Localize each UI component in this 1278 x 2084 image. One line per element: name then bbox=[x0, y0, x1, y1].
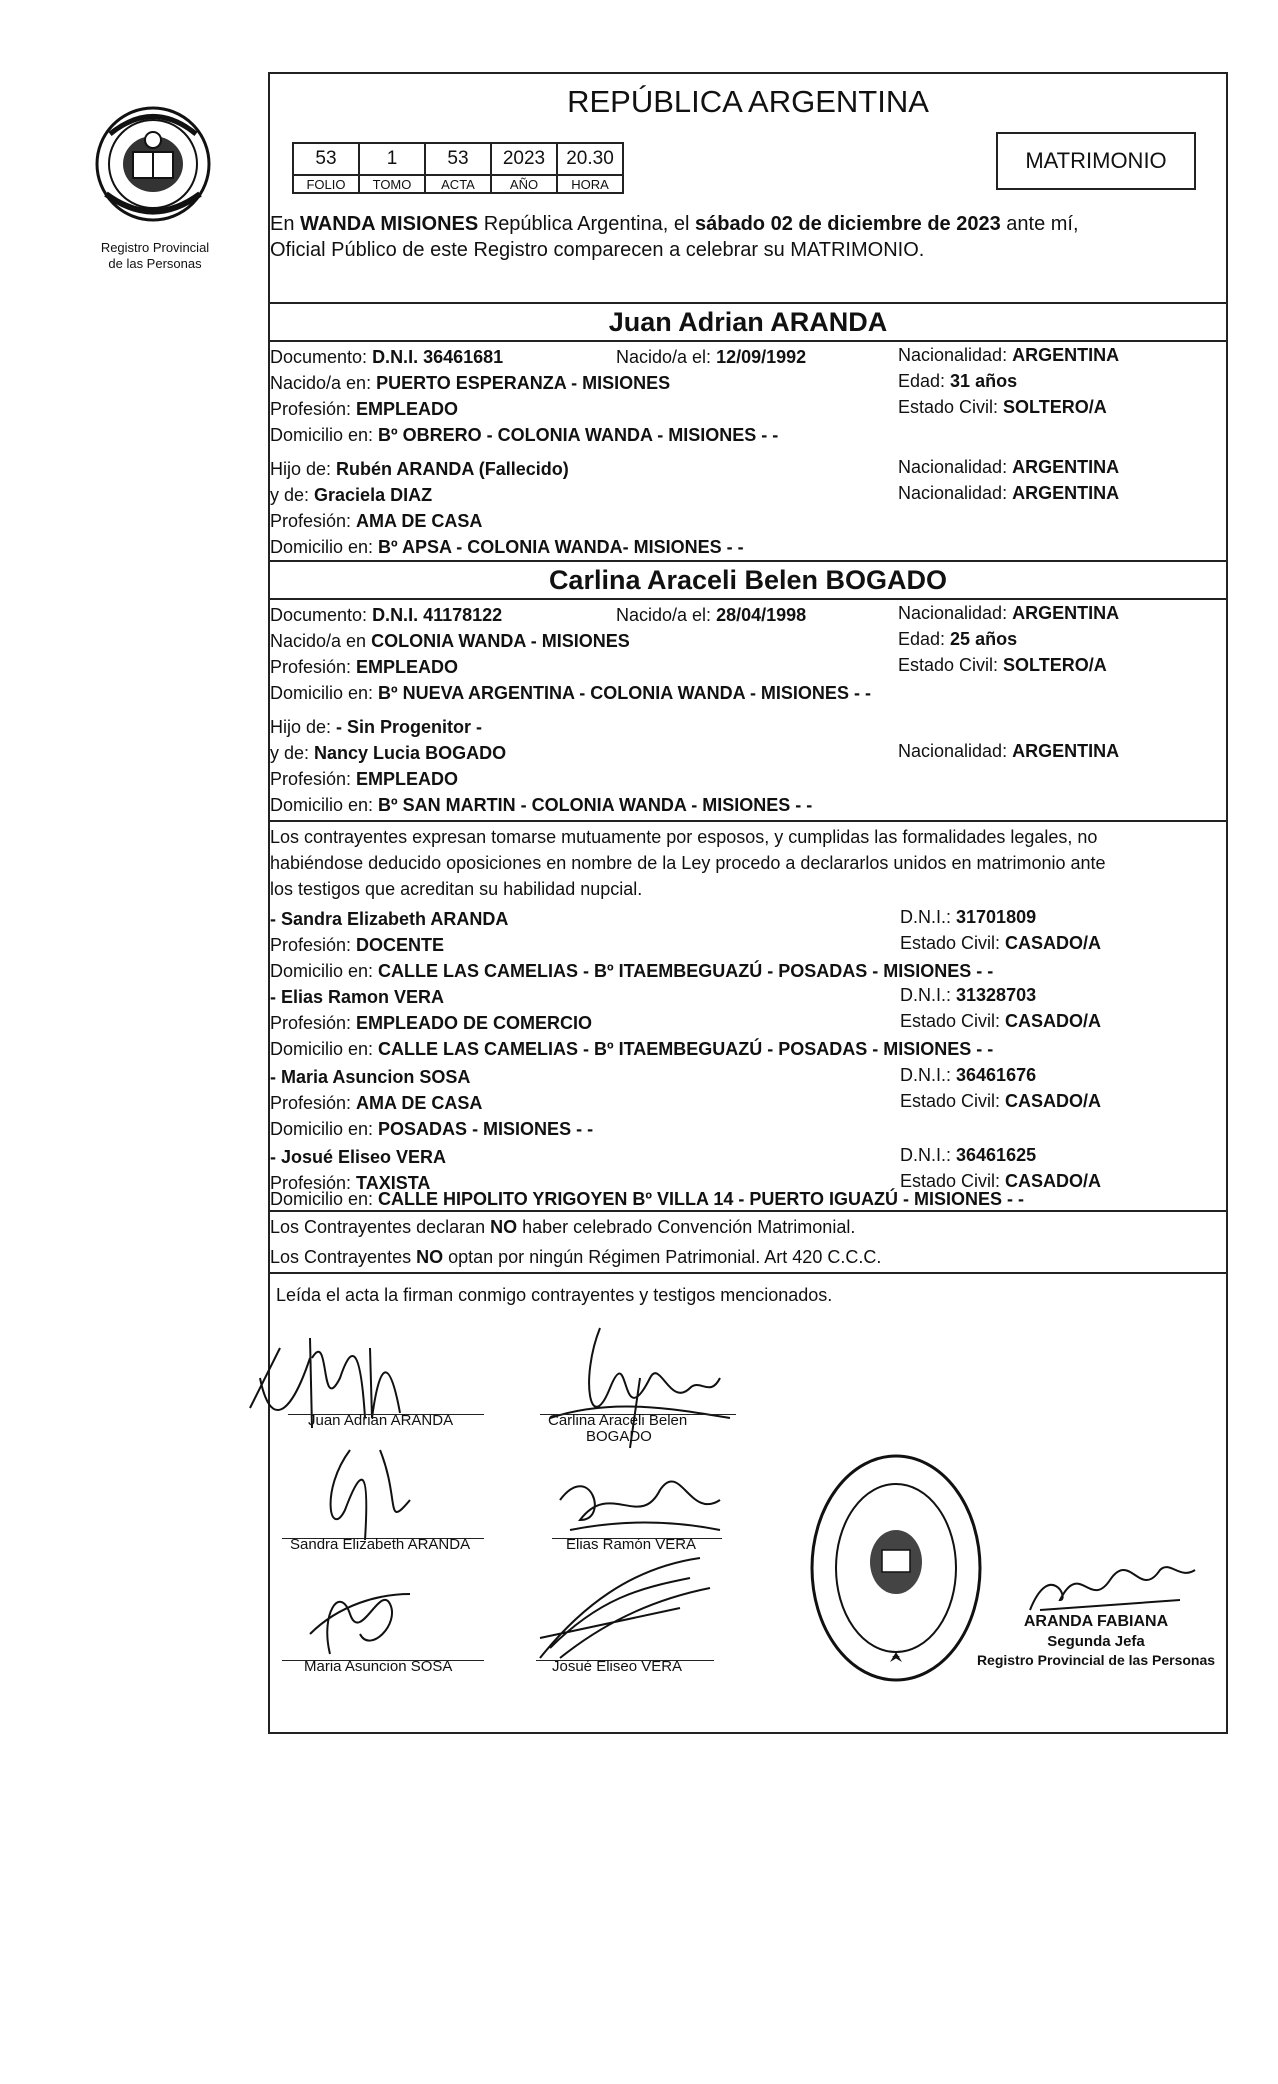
field-value: Rubén ARANDA (Fallecido) bbox=[336, 459, 569, 479]
field-value: Bº APSA - COLONIA WANDA- MISIONES - - bbox=[378, 537, 744, 557]
field-value: AMA DE CASA bbox=[356, 511, 483, 531]
field-label: Estado Civil: bbox=[900, 1091, 1006, 1111]
spouse2-father bbox=[270, 714, 482, 740]
signature-witness4-icon bbox=[520, 1548, 720, 1668]
witness-3-civil-status bbox=[900, 1088, 1101, 1114]
intro-text: En bbox=[270, 213, 301, 235]
signature-label-witness4: Josué Eliseo VERA bbox=[552, 1658, 683, 1675]
field-label: Profesión: bbox=[270, 1173, 357, 1193]
field-value: COLONIA WANDA - MISIONES bbox=[371, 631, 630, 651]
field-label: Profesión: bbox=[270, 657, 357, 677]
signature-label-spouse2-line2: BOGADO bbox=[586, 1428, 652, 1445]
field-value: - Sin Progenitor - bbox=[336, 717, 483, 737]
witness-3-address bbox=[270, 1116, 593, 1142]
field-label: y de: bbox=[270, 743, 315, 763]
field-label: D.N.I.: bbox=[900, 1145, 957, 1165]
spouse1-name: Juan Adrian ARANDA bbox=[608, 307, 888, 337]
field-label: Nacionalidad: bbox=[898, 345, 1013, 365]
witness-2-profession bbox=[270, 1010, 592, 1036]
convention-no: NO bbox=[416, 1247, 444, 1267]
field-value: 36461625 bbox=[956, 1145, 1037, 1165]
field-label: Estado Civil: bbox=[898, 655, 1004, 675]
field-label: Profesión: bbox=[270, 399, 357, 419]
witness-4-address bbox=[270, 1186, 1024, 1212]
closing-statement: Leída el acta la firman conmigo contrayentes y testigos mencionados. bbox=[276, 1285, 833, 1305]
field-value: POSADAS - MISIONES - - bbox=[378, 1119, 594, 1139]
field-value: CASADO/A bbox=[1005, 1091, 1102, 1111]
field-label: Domicilio en: bbox=[270, 795, 379, 815]
field-value: 36461676 bbox=[956, 1065, 1037, 1085]
field-value: CASADO/A bbox=[1005, 933, 1102, 953]
field-label: y de: bbox=[270, 485, 315, 505]
convention-line-2 bbox=[270, 1244, 881, 1270]
field-label: Edad: bbox=[898, 371, 951, 391]
signature-label-witness1: Sandra Elizabeth ARANDA bbox=[290, 1536, 471, 1553]
provincial-seal-icon bbox=[92, 104, 214, 224]
spouse1-mother bbox=[270, 482, 432, 508]
field-label: Documento: bbox=[270, 605, 373, 625]
field-value: EMPLEADO DE COMERCIO bbox=[356, 1013, 593, 1033]
field-value: Nancy Lucia BOGADO bbox=[314, 743, 507, 763]
field-value: SOLTERO/A bbox=[1003, 397, 1107, 417]
field-value: ARGENTINA bbox=[1012, 603, 1120, 623]
field-label: Estado Civil: bbox=[900, 1171, 1006, 1191]
field-value: CALLE HIPOLITO YRIGOYEN Bº VILLA 14 - PUERTO IGUAZÚ - MISIONES - - bbox=[378, 1189, 1025, 1209]
spouse2-nationality bbox=[898, 600, 1119, 626]
field-value: ARGENTINA bbox=[1012, 483, 1120, 503]
witness-1-name: - Sandra Elizabeth ARANDA bbox=[270, 909, 509, 929]
logo-caption-line2: de las Personas bbox=[108, 256, 202, 271]
field-value: ARGENTINA bbox=[1012, 457, 1120, 477]
convention-text: optan por ningún Régimen Patrimonial. Art 420 C.C.C. bbox=[443, 1247, 882, 1267]
field-label: Domicilio en: bbox=[270, 1039, 379, 1059]
field-label: Hijo de: bbox=[270, 459, 337, 479]
convention-no: NO bbox=[490, 1217, 518, 1237]
signature-label-spouse1: Juan Adrian ARANDA bbox=[308, 1412, 454, 1429]
spouse1-address bbox=[270, 422, 778, 448]
field-label: Domicilio en: bbox=[270, 1189, 379, 1209]
field-label: Estado Civil: bbox=[898, 397, 1004, 417]
field-label: Estado Civil: bbox=[900, 1011, 1006, 1031]
field-label: Nacionalidad: bbox=[898, 741, 1013, 761]
signature-witness1-icon bbox=[290, 1440, 450, 1550]
hora-value: 20.30 bbox=[557, 143, 623, 175]
spouse1-profession bbox=[270, 396, 458, 422]
declaration-line-3: los testigos que acreditan su habilidad nupcial. bbox=[270, 879, 643, 899]
field-label: D.N.I.: bbox=[900, 907, 957, 927]
spouse2-civil-status bbox=[898, 652, 1107, 678]
divider bbox=[268, 1272, 1228, 1274]
field-label: Profesión: bbox=[270, 511, 357, 531]
field-label: Documento: bbox=[270, 347, 373, 367]
spouse1-father bbox=[270, 456, 569, 482]
field-label: Domicilio en: bbox=[270, 683, 379, 703]
witness-4-name: - Josué Eliseo VERA bbox=[270, 1147, 447, 1167]
official-name: ARANDA FABIANA bbox=[1023, 1613, 1169, 1630]
witness-3-profession bbox=[270, 1090, 482, 1116]
spouse1-document bbox=[270, 344, 503, 370]
logo-caption-line1: Registro Provincial bbox=[100, 240, 210, 255]
witness-1-profession bbox=[270, 932, 444, 958]
field-value: CALLE LAS CAMELIAS - Bº ITAEMBEGUAZÚ - POSADAS - MISIONES - - bbox=[378, 961, 994, 981]
field-label: Nacionalidad: bbox=[898, 483, 1013, 503]
acta-value: 53 bbox=[425, 143, 491, 175]
spouse1-civil-status bbox=[898, 394, 1107, 420]
spouse2-mother-nationality bbox=[898, 738, 1119, 764]
declaration-line-2: habiéndose deducido oposiciones en nombre de la Ley procedo a declararlos unidos en matrimonio ante bbox=[270, 853, 1106, 873]
spouse2-name: Carlina Araceli Belen BOGADO bbox=[548, 565, 948, 595]
witness-2-civil-status bbox=[900, 1008, 1101, 1034]
official-office: Registro Provincial de las Personas bbox=[976, 1652, 1216, 1668]
field-label: Nacionalidad: bbox=[898, 603, 1013, 623]
convention-text: haber celebrado Convención Matrimonial. bbox=[517, 1217, 856, 1237]
hora-label: HORA bbox=[557, 175, 623, 193]
folio-label: FOLIO bbox=[293, 175, 359, 193]
intro-line-1 bbox=[270, 210, 1079, 238]
logo-caption bbox=[70, 240, 240, 272]
witness-3-name: - Maria Asuncion SOSA bbox=[270, 1067, 471, 1087]
field-value: 31328703 bbox=[956, 985, 1037, 1005]
field-value: EMPLEADO bbox=[356, 399, 459, 419]
spouse1-age bbox=[898, 368, 1017, 394]
field-label: Profesión: bbox=[270, 1093, 357, 1113]
spouse1-nationality bbox=[898, 342, 1119, 368]
spouse2-born-date bbox=[616, 602, 806, 628]
field-value: EMPLEADO bbox=[356, 657, 459, 677]
field-value: CASADO/A bbox=[1005, 1171, 1102, 1191]
field-value: EMPLEADO bbox=[356, 769, 459, 789]
intro-date: sábado 02 de diciembre de 2023 bbox=[695, 213, 1001, 235]
field-value: 31 años bbox=[950, 371, 1018, 391]
field-value: D.N.I. 41178122 bbox=[372, 605, 503, 625]
witness-2-dni bbox=[900, 982, 1036, 1008]
witness-3-dni bbox=[900, 1062, 1036, 1088]
field-value: Bº NUEVA ARGENTINA - COLONIA WANDA - MISIONES - - bbox=[378, 683, 871, 703]
field-label: Estado Civil: bbox=[900, 933, 1006, 953]
field-label: Edad: bbox=[898, 629, 951, 649]
acta-label: ACTA bbox=[425, 175, 491, 193]
declaration-line-1: Los contrayentes expresan tomarse mutuamente por esposos, y cumplidas las formalidades legales, no bbox=[270, 827, 1098, 847]
field-label: Domicilio en: bbox=[270, 425, 379, 445]
witness-2-name: - Elias Ramon VERA bbox=[270, 987, 445, 1007]
field-label: Domicilio en: bbox=[270, 1119, 379, 1139]
convention-text: Los Contrayentes bbox=[270, 1247, 417, 1267]
record-type: MATRIMONIO bbox=[1025, 148, 1167, 173]
official-block bbox=[976, 1612, 1216, 1669]
field-label: Nacido/a el: bbox=[616, 347, 717, 367]
field-label: Domicilio en: bbox=[270, 961, 379, 981]
witness-4-dni bbox=[900, 1142, 1036, 1168]
tomo-label: TOMO bbox=[359, 175, 425, 193]
spouse1-father-nationality bbox=[898, 454, 1119, 480]
spouse1-mother-nationality bbox=[898, 480, 1119, 506]
spouse1-birthplace bbox=[270, 370, 670, 396]
signature-label-witness2: Elias Ramón VERA bbox=[566, 1536, 697, 1553]
folio-value: 53 bbox=[293, 143, 359, 175]
field-value: DOCENTE bbox=[356, 935, 445, 955]
field-label: Nacionalidad: bbox=[898, 457, 1013, 477]
field-value: PUERTO ESPERANZA - MISIONES bbox=[376, 373, 671, 393]
signature-label-spouse2-line1: Carlina Araceli Belen bbox=[548, 1412, 688, 1429]
spouse2-parents-address bbox=[270, 792, 812, 818]
official-role: Segunda Jefa bbox=[1047, 1633, 1145, 1650]
field-label: Nacido/a en: bbox=[270, 373, 377, 393]
tomo-value: 1 bbox=[359, 143, 425, 175]
spouse2-parents-profession bbox=[270, 766, 458, 792]
field-label: D.N.I.: bbox=[900, 985, 957, 1005]
registry-logo bbox=[92, 104, 214, 224]
field-value: 25 años bbox=[950, 629, 1018, 649]
spouse2-age bbox=[898, 626, 1017, 652]
spouse1-born-date bbox=[616, 344, 806, 370]
field-label: Nacido/a el: bbox=[616, 605, 717, 625]
intro-text: ante mí, bbox=[1000, 213, 1079, 235]
official-stamp-icon bbox=[808, 1452, 984, 1684]
field-label: Domicilio en: bbox=[270, 537, 379, 557]
intro-line-2: Oficial Público de este Registro comparecen a celebrar su MATRIMONIO. bbox=[270, 239, 925, 261]
field-value: SOLTERO/A bbox=[1003, 655, 1107, 675]
field-value: CASADO/A bbox=[1005, 1011, 1102, 1031]
signature-label-witness3: Maria Asuncion SOSA bbox=[304, 1658, 453, 1675]
field-label: Profesión: bbox=[270, 1013, 357, 1033]
anio-label: AÑO bbox=[491, 175, 557, 193]
field-value: 28/04/1998 bbox=[716, 605, 807, 625]
spouse2-profession bbox=[270, 654, 458, 680]
spouse2-mother bbox=[270, 740, 506, 766]
witness-1-dni bbox=[900, 904, 1036, 930]
field-label: Hijo de: bbox=[270, 717, 337, 737]
spouse2-birthplace bbox=[270, 628, 630, 654]
convention-line-1 bbox=[270, 1214, 855, 1240]
field-value: 31701809 bbox=[956, 907, 1037, 927]
spouse2-address bbox=[270, 680, 871, 706]
witness-1-civil-status bbox=[900, 930, 1101, 956]
field-value: ARGENTINA bbox=[1012, 741, 1120, 761]
field-value: 12/09/1992 bbox=[716, 347, 807, 367]
signature-witness3-icon bbox=[300, 1574, 420, 1664]
field-label: Nacido/a en bbox=[270, 631, 372, 651]
field-value: AMA DE CASA bbox=[356, 1093, 483, 1113]
field-value: Graciela DIAZ bbox=[314, 485, 433, 505]
divider bbox=[268, 820, 1228, 822]
intro-text: República Argentina, el bbox=[478, 213, 695, 235]
convention-text: Los Contrayentes declaran bbox=[270, 1217, 491, 1237]
field-label: Profesión: bbox=[270, 769, 357, 789]
field-value: TAXISTA bbox=[356, 1173, 431, 1193]
field-label: Profesión: bbox=[270, 935, 357, 955]
record-type-box bbox=[996, 132, 1196, 190]
field-value: Bº SAN MARTIN - COLONIA WANDA - MISIONES - - bbox=[378, 795, 813, 815]
spouse1-parents-address bbox=[270, 534, 744, 560]
record-index-table bbox=[292, 142, 624, 194]
page-title: REPÚBLICA ARGENTINA bbox=[567, 84, 929, 119]
field-label: D.N.I.: bbox=[900, 1065, 957, 1085]
spouse1-parents-profession bbox=[270, 508, 482, 534]
witness-2-address bbox=[270, 1036, 993, 1062]
anio-value: 2023 bbox=[491, 143, 557, 175]
field-value: Bº OBRERO - COLONIA WANDA - MISIONES - - bbox=[378, 425, 779, 445]
spouse2-document bbox=[270, 602, 502, 628]
witness-1-address bbox=[270, 958, 993, 984]
intro-place: WANDA MISIONES bbox=[300, 213, 479, 235]
signature-official-icon bbox=[1020, 1540, 1200, 1620]
field-value: CALLE LAS CAMELIAS - Bº ITAEMBEGUAZÚ - POSADAS - MISIONES - - bbox=[378, 1039, 994, 1059]
field-value: D.N.I. 36461681 bbox=[372, 347, 504, 367]
field-value: ARGENTINA bbox=[1012, 345, 1120, 365]
